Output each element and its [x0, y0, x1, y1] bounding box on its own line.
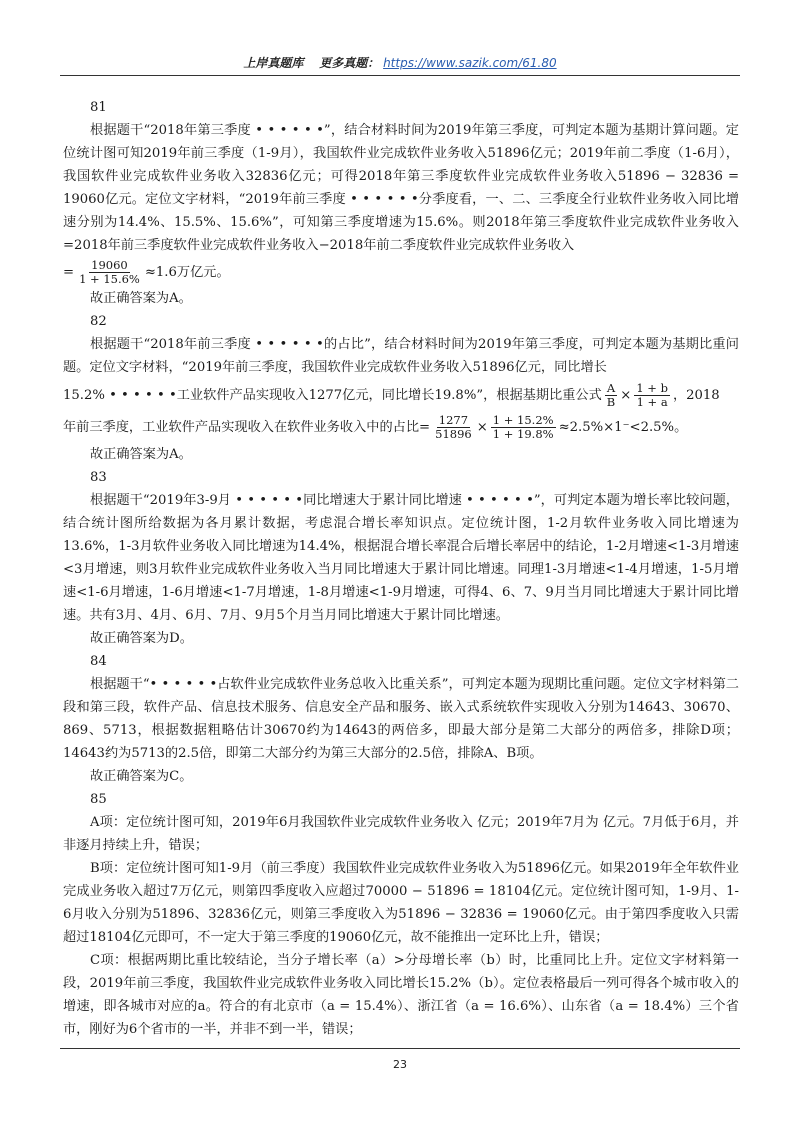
fraction-denominator: 1 + 19.8%	[492, 426, 554, 441]
q82-paragraph: 根据题干“2018年前三季度 • • • • • •的占比”，结合材料时间为2019年第三季度，可判定本题为基期比重问题。定位文字材料，“2019年前三季度，我国软件业完成软件业务收入51896亿元，同比增长	[63, 337, 739, 375]
q85-option-b: B项：定位统计图可知1-9月（前三季度）我国软件业完成软件业务收入为51896亿元。如果2019年全年软件业完成业务收入超过7万亿元，则第四季度收入应超过70000 − 51896 = 18104亿元。定位统计图可知，1-9月、1-6月收入分别为51896、32836亿元，则第三季度收入为51896 − 32836 = 19060亿元。由于第四季度收入只需超过18104亿元即可，不一定大于第三季度的19060亿元，故不能推出一定环比上升，错误；	[63, 861, 739, 945]
times-sign: ×	[620, 387, 632, 403]
q82-fraction-a-b	[605, 382, 617, 409]
q81-fraction-denominator: 1 + 15.6%	[79, 271, 140, 286]
fraction-numerator: A	[606, 380, 616, 395]
fraction-denominator: 1 + a	[636, 394, 668, 409]
q83-answer: 故正确答案为D。	[90, 631, 193, 646]
q82-calculation-line	[63, 411, 739, 443]
page-content	[63, 96, 739, 1041]
times-sign: ×	[476, 419, 488, 435]
q81-equation	[63, 257, 739, 287]
q81-fraction-numerator: 19060	[91, 257, 128, 272]
q81-fraction	[77, 259, 142, 286]
q85-option-c: C项：根据两期比重比较结论，当分子增长率（a）>分母增长率（b）时，比重同比上升。定位文字材料第一段，2019年前三季度，我国软件业完成软件业务收入同比增长15.2%（b）。定位表格最后一列可得各个城市收入的增速，即各城市对应的a。符合的有北京市（a = 15.4%）、浙江省（a = 16.6%）、山东省（a = 18.4%）三个省市，刚好为6个省市的一半，并非不到一半，错误；	[63, 953, 739, 1037]
footer-rule	[60, 1048, 740, 1049]
q82-fraction-growth	[634, 382, 670, 409]
q81-number: 81	[90, 100, 107, 115]
q82-line2-text: 15.2% • • • • • •工业软件产品实现收入1277亿元，同比增长19.8%”，根据基期比重公式	[63, 387, 602, 403]
q82-line3-suffix: ≈2.5%×1⁻<2.5%。	[558, 419, 688, 435]
page-number: 23	[393, 1058, 407, 1071]
fraction-denominator: B	[606, 394, 616, 409]
q81-paragraph: 根据题干“2018年第三季度 • • • • • •”，结合材料时间为2019年第三季度，可判定本题为基期计算问题。定位统计图可知2019年前三季度（1-9月），我国软件业完成软件业务收入51896亿元；2019年前二季度（1-6月），我国软件业完成软件业务收入32836亿元；可得2018年第三季度软件业完成软件业务收入51896 − 32836 = 19060亿元。定位文字材料，“2019年前三季度 • • • • • •分季度看，一、二、三季度全行业软件业务收入同比增速分别为14.4%、15.5%、15.6%”，可知第三季度增速为15.6%。则2018年第三季度软件业完成软件业务收入=2018年前三季度软件业完成软件业务收入−2018年前二季度软件业完成软件业务收入	[63, 123, 739, 253]
fraction-numerator: 1 + b	[636, 380, 668, 395]
q84-paragraph: 根据题干“• • • • • •占软件业完成软件业务总收入比重关系”，可判定本题为现期比重问题。定位文字材料第二段和第三段，软件产品、信息技术服务、信息安全产品和服务、嵌入式系统软件实现收入分别为14643、30670、869、5713，根据数据粗略估计30670约为14643的两倍多，即最大部分是第二大部分的两倍多，排除D项；14643约为5713的2.5倍，即第二大部分约为第三大部分的2.5倍，排除A、B项。	[63, 677, 739, 761]
q82-line2-suffix: ，2018	[672, 387, 720, 403]
q84-answer: 故正确答案为C。	[90, 769, 193, 784]
q81-eq-prefix: =	[63, 264, 75, 280]
q81-eq-suffix: ≈1.6万亿元。	[144, 264, 230, 280]
q82-fraction-ratio	[433, 414, 474, 441]
q82-line3-text: 年前三季度，工业软件产品实现收入在软件业务收入中的占比=	[63, 419, 431, 435]
q83-paragraph: 根据题干“2019年3-9月 • • • • • •同比增速大于累计同比增速 • • • • • •”，可判定本题为增长率比较问题，结合统计图所给数据为各月累计数据，考虑混合增长率知识点。定位统计图，1-2月软件业务收入同比增速为13.6%，1-3月软件业务收入同比增速为14.4%，根据混合增长率混合后增长率居中的结论，1-2月增速<1-3月增速<3月增速，则3月软件业完成软件业务收入当月同比增速大于累计同比增速。同理1-3月增速<1-4月增速，1-5月增速<1-6月增速，1-6月增速<1-7月增速，1-8月增速<1-9月增速，可得4、6、7、9月当月同比增速大于累计同比增速。共有3月、4月、6月、7月、9月5个月当月同比增速大于累计同比增速。	[63, 493, 739, 623]
fraction-numerator: 1 + 15.2%	[492, 412, 554, 427]
brand-name: 上岸真题库	[243, 56, 304, 70]
q81-answer: 故正确答案为A。	[90, 291, 192, 306]
q82-number: 82	[90, 314, 107, 329]
q82-formula-line	[63, 379, 739, 411]
fraction-numerator: 1277	[438, 412, 469, 427]
more-link-label: 更多真题：	[319, 56, 380, 70]
q85-number: 85	[90, 792, 107, 807]
q83-number: 83	[90, 470, 107, 485]
fraction-denominator: 51896	[435, 426, 472, 441]
q82-answer: 故正确答案为A。	[90, 447, 192, 462]
q82-fraction-rates	[491, 414, 556, 441]
header-url-link[interactable]: https://www.sazik.com/61.80	[383, 56, 557, 70]
header-rule	[60, 75, 740, 76]
page-header	[0, 54, 800, 71]
q85-option-a: A项：定位统计图可知，2019年6月我国软件业完成软件业务收入 亿元；2019年7月为 亿元。7月低于6月，并非逐月持续上升，错误；	[63, 815, 739, 853]
q84-number: 84	[90, 654, 107, 669]
